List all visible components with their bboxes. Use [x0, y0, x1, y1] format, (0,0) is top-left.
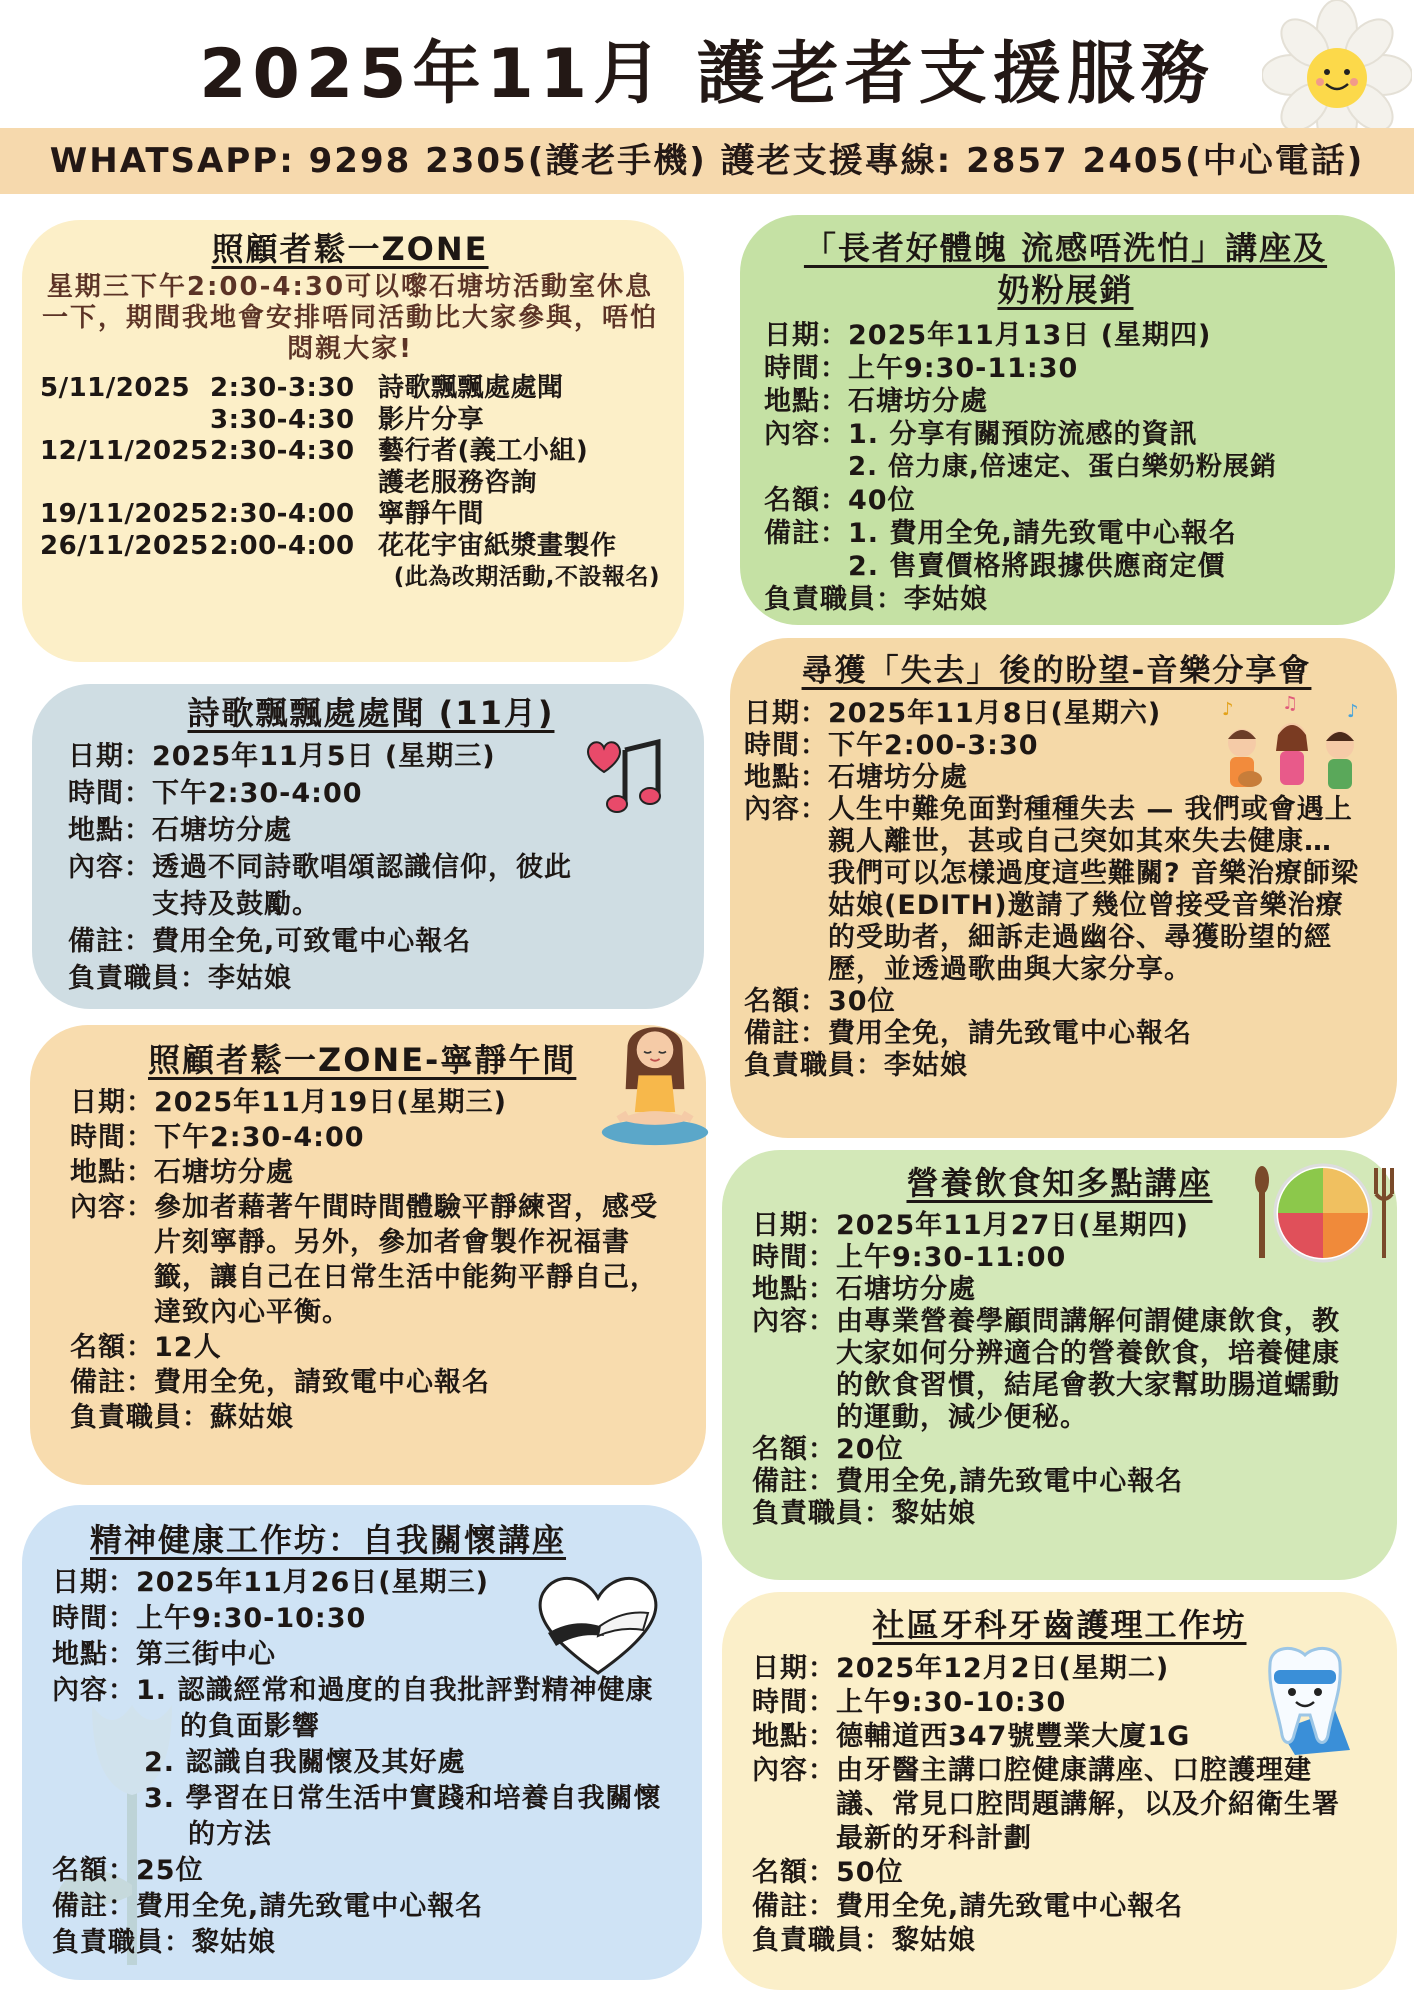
flu-place: 石塘坊分處	[848, 386, 988, 417]
remark-label: 備註：	[52, 1891, 136, 1922]
poetry-staff: 李姑娘	[208, 963, 292, 994]
schedule-time: 2:00-4:00	[210, 530, 355, 561]
music-quota: 30位	[828, 986, 896, 1017]
content-label: 內容：	[52, 1675, 136, 1706]
meditating-woman-icon	[600, 1010, 710, 1150]
content-label: 內容：	[70, 1192, 154, 1223]
schedule-date	[40, 468, 210, 500]
dental-remark-row	[752, 1890, 1367, 1924]
zone-note: 星期三下午2:00-4:30可以嚟石塘坊活動室休息一下，期間我地會安排唔同活動比大家參與，唔怕悶親大家!	[41, 272, 658, 364]
place-label: 地點：	[752, 1274, 836, 1305]
quiet-title: 照顧者鬆一ZONE-寧靜午間	[148, 1041, 577, 1079]
nutrition-place: 石塘坊分處	[836, 1274, 976, 1305]
poetry-time: 下午2:30-4:00	[152, 778, 363, 809]
flu-quota: 40位	[848, 485, 916, 516]
poetry-title: 詩歌飄飄處處聞 (11月)	[187, 694, 555, 732]
dental-quota-row	[752, 1856, 1367, 1890]
date-label: 日期：	[68, 741, 152, 772]
nutrition-content: 由專業營養學顧問講解何謂健康飲食，教大家如何分辨適合的營養飲食，培養健康的飲食習慣，結尾會教大家幫助腸道蠕動的運動，減少便秘。	[836, 1306, 1340, 1433]
mental-date: 2025年11月26日(星期三)	[136, 1567, 489, 1598]
music-staff-row	[744, 1050, 1369, 1082]
flu-quota-row	[764, 484, 1367, 517]
music-staff: 李姑娘	[884, 1050, 968, 1081]
flu-card	[740, 215, 1395, 625]
quiet-place: 石塘坊分處	[154, 1157, 294, 1188]
dental-staff: 黎姑娘	[892, 1925, 976, 1956]
mental-content-item: 3. 學習在日常生活中實踐和培養自我關懷的方法	[144, 1783, 662, 1850]
poetry-place: 石塘坊分處	[152, 815, 292, 846]
dental-place: 德輔道西347號豐業大廈1G	[836, 1721, 1191, 1752]
page-title: 2025年11月 護老者支援服務	[199, 35, 1215, 114]
schedule-activity: 詩歌飄飄處處聞	[378, 373, 564, 403]
date-label: 日期：	[70, 1087, 154, 1118]
schedule-activity: 寧靜午間	[378, 499, 485, 529]
flu-remark-row	[764, 517, 1367, 583]
place-label: 地點：	[764, 386, 848, 417]
quiet-content: 參加者藉著午間時間體驗平靜練習，感受片刻寧靜。另外，參加者會製作祝福書籤，讓自己在日常生活中能夠平靜自己，達致內心平衡。	[154, 1192, 658, 1328]
schedule-activity: 藝行者(義工小組)	[378, 436, 589, 466]
music-time: 下午2:00-3:30	[828, 730, 1039, 761]
place-label: 地點：	[70, 1157, 154, 1188]
quiet-staff: 蘇姑娘	[210, 1402, 294, 1433]
flu-date: 2025年11月13日 (星期四)	[848, 320, 1212, 351]
flu-content-row	[764, 418, 1367, 484]
schedule-date: 12/11/2025	[40, 436, 209, 466]
heart-hands-icon	[528, 1568, 668, 1678]
staff-label: 負責職員：	[52, 1927, 192, 1958]
flu-content-item: 1. 分享有關預防流感的資訊	[848, 419, 1198, 450]
music-note-icon	[570, 722, 670, 822]
music-remark-row	[744, 1018, 1369, 1050]
date-label: 日期：	[52, 1567, 136, 1598]
quiet-date-row	[70, 1085, 676, 1120]
schedule-time	[210, 468, 378, 500]
flu-date-row	[764, 319, 1367, 352]
dental-time: 上午9:30-10:30	[836, 1687, 1067, 1718]
schedule-activity: 花花宇宙紙漿畫製作	[378, 530, 617, 561]
time-label: 時間：	[68, 778, 152, 809]
mental-remark-row	[52, 1889, 672, 1925]
nutrition-quota: 20位	[836, 1434, 904, 1465]
flu-staff-row	[764, 583, 1367, 616]
music-place: 石塘坊分處	[828, 762, 968, 793]
music-content: 人生中難免面對種種失去 — 我們或會遇上親人離世，甚或自己突如其來失去健康… 我們可以怎樣過度這些難關? 音樂治療師梁姑娘(EDITH)邀請了幾位曾接受音樂治療的受助者，細訴走過幽谷、尋獲盼望的經歷，並透過歌曲與大家分享。	[828, 794, 1360, 985]
flu-content-item: 2. 倍力康,倍速定、蛋白樂奶粉展銷	[848, 452, 1277, 482]
flu-staff: 李姑娘	[904, 584, 988, 615]
schedule-row	[40, 373, 660, 405]
staff-label: 負責職員：	[764, 584, 904, 615]
time-label: 時間：	[752, 1242, 836, 1273]
mental-time: 上午9:30-10:30	[136, 1603, 367, 1634]
nutrition-date: 2025年11月27日(星期四)	[836, 1210, 1189, 1241]
schedule-row	[40, 468, 660, 500]
time-label: 時間：	[764, 353, 848, 384]
quota-label: 名額：	[764, 485, 848, 516]
quota-label: 名額：	[744, 986, 828, 1017]
schedule-time: 2:30-4:00	[210, 499, 355, 529]
schedule-date: 26/11/2025	[40, 530, 209, 561]
content-label: 內容：	[752, 1755, 836, 1786]
poetry-content-row	[68, 849, 674, 923]
tooth-hero-icon	[1240, 1640, 1370, 1760]
date-label: 日期：	[752, 1210, 836, 1241]
dental-remark: 費用全免,請先致電中心報名	[836, 1891, 1184, 1922]
schedule-row	[40, 531, 660, 563]
place-label: 地點：	[52, 1639, 136, 1670]
quiet-content-row	[70, 1190, 676, 1330]
quiet-quota-row	[70, 1330, 676, 1365]
nutrition-remark-row	[752, 1466, 1367, 1498]
dental-date: 2025年12月2日(星期二)	[836, 1653, 1170, 1684]
zone-title: 照顧者鬆一ZONE	[211, 230, 489, 268]
quiet-time-row	[70, 1120, 676, 1155]
quiet-place-row	[70, 1155, 676, 1190]
time-label: 時間：	[752, 1687, 836, 1718]
schedule-time: 2:30-4:30	[210, 436, 355, 466]
remark-label: 備註：	[68, 926, 152, 957]
place-label: 地點：	[752, 1721, 836, 1752]
schedule-row	[40, 499, 660, 531]
flu-time: 上午9:30-11:30	[848, 353, 1079, 384]
staff-label: 負責職員：	[68, 963, 208, 994]
remark-label: 備註：	[764, 518, 848, 549]
quota-label: 名額：	[752, 1434, 836, 1465]
dental-content: 由牙醫主講口腔健康講座、口腔護理建議、常見口腔問題講解，以及介紹衛生署最新的牙科計劃	[836, 1755, 1340, 1854]
mental-content-row	[52, 1673, 672, 1853]
date-label: 日期：	[764, 320, 848, 351]
place-label: 地點：	[744, 762, 828, 793]
poetry-content: 透過不同詩歌唱頌認識信仰，彼此支持及鼓勵。	[152, 852, 572, 920]
staff-label: 負責職員：	[752, 1925, 892, 1956]
dental-quota: 50位	[836, 1857, 904, 1888]
staff-label: 負責職員：	[752, 1498, 892, 1529]
poetry-remark: 費用全免,可致電中心報名	[152, 926, 472, 957]
content-label: 內容：	[744, 794, 828, 825]
quiet-remark-row	[70, 1365, 676, 1400]
date-label: 日期：	[744, 698, 828, 729]
svg-text:♪: ♪	[1222, 699, 1234, 720]
place-label: 地點：	[68, 815, 152, 846]
quiet-staff-row	[70, 1400, 676, 1435]
mental-content-item: 1. 認識經常和過度的自我批評對精神健康的負面影響	[136, 1675, 654, 1742]
schedule-activity: (此為改期活動,不設報名)	[393, 564, 660, 590]
schedule-date: 5/11/2025	[40, 373, 191, 403]
mental-content-item: 2. 認識自我關懷及其好處	[144, 1747, 466, 1778]
mental-remark: 費用全免,請先致電中心報名	[136, 1891, 484, 1922]
flu-remark-item: 2. 售賣價格將跟據供應商定價	[848, 551, 1226, 582]
poetry-date: 2025年11月5日 (星期三)	[152, 741, 496, 772]
nutrition-staff: 黎姑娘	[892, 1498, 976, 1529]
nutrition-title: 營養飲食知多點講座	[906, 1164, 1213, 1202]
date-label: 日期：	[752, 1653, 836, 1684]
nutrition-time: 上午9:30-11:00	[836, 1242, 1067, 1273]
nutrition-content-row	[752, 1306, 1367, 1434]
music-content-row	[744, 794, 1369, 986]
schedule-date	[40, 405, 210, 437]
schedule-time: 2:30-3:30	[210, 373, 355, 403]
food-plate-icon	[1248, 1158, 1398, 1268]
content-label: 內容：	[68, 852, 152, 883]
quota-label: 名額：	[70, 1332, 154, 1363]
content-label: 內容：	[764, 419, 848, 450]
music-date: 2025年11月8日(星期六)	[828, 698, 1162, 729]
nutrition-remark: 費用全免,請先致電中心報名	[836, 1466, 1184, 1497]
staff-label: 負責職員：	[70, 1402, 210, 1433]
mental-place: 第三街中心	[136, 1639, 276, 1670]
zone-card	[22, 220, 684, 662]
schedule-row	[40, 436, 660, 468]
contact-bar: WHATSAPP: 9298 2305(護老手機) 護老支援專線: 2857 2405(中心電話)	[0, 128, 1414, 194]
flu-remark-item: 1. 費用全免,請先致電中心報名	[848, 518, 1237, 549]
nutrition-quota-row	[752, 1434, 1367, 1466]
time-label: 時間：	[70, 1122, 154, 1153]
poetry-staff-row	[68, 960, 674, 997]
time-label: 時間：	[52, 1603, 136, 1634]
schedule-time	[210, 562, 378, 594]
svg-text:♫: ♫	[1282, 695, 1299, 714]
dental-title: 社區牙科牙齒護理工作坊	[872, 1606, 1247, 1644]
quota-label: 名額：	[52, 1855, 136, 1886]
flu-place-row	[764, 385, 1367, 418]
mental-title: 精神健康工作坊：自我關懷講座	[90, 1521, 567, 1559]
mental-quota: 25位	[136, 1855, 204, 1886]
music-quota-row	[744, 986, 1369, 1018]
quiet-quota: 12人	[154, 1332, 222, 1363]
schedule-row	[40, 405, 660, 437]
remark-label: 備註：	[752, 1466, 836, 1497]
remark-label: 備註：	[744, 1018, 828, 1049]
children-singing-icon	[1212, 695, 1372, 805]
flu-time-row	[764, 352, 1367, 385]
music-title: 尋獲「失去」後的盼望-音樂分享會	[801, 653, 1312, 689]
content-label: 內容：	[752, 1306, 836, 1337]
quiet-remark: 費用全免，請致電中心報名	[154, 1367, 490, 1398]
schedule-date: 19/11/2025	[40, 499, 209, 529]
quiet-date: 2025年11月19日(星期三)	[154, 1087, 507, 1118]
remark-label: 備註：	[752, 1891, 836, 1922]
flu-title: 「長者好體魄 流感唔洗怕」講座及奶粉展銷	[803, 229, 1328, 309]
quiet-time: 下午2:30-4:00	[154, 1122, 365, 1153]
schedule-time: 3:30-4:30	[210, 404, 355, 435]
zone-schedule	[40, 373, 660, 594]
poetry-remark-row	[68, 923, 674, 960]
nutrition-place-row	[752, 1274, 1367, 1306]
time-label: 時間：	[744, 730, 828, 761]
mental-staff: 黎姑娘	[192, 1927, 276, 1958]
nutrition-staff-row	[752, 1498, 1367, 1530]
schedule-activity: 護老服務咨詢	[378, 467, 538, 498]
remark-label: 備註：	[70, 1367, 154, 1398]
mental-quota-row	[52, 1853, 672, 1889]
mental-staff-row	[52, 1925, 672, 1961]
dental-content-row	[752, 1754, 1367, 1856]
dental-staff-row	[752, 1924, 1367, 1958]
staff-label: 負責職員：	[744, 1050, 884, 1081]
music-remark: 費用全免，請先致電中心報名	[828, 1018, 1192, 1049]
schedule-date	[40, 562, 210, 594]
quota-label: 名額：	[752, 1857, 836, 1888]
svg-text:♪: ♪	[1347, 701, 1359, 722]
schedule-activity: 影片分享	[378, 404, 485, 435]
schedule-row	[40, 562, 660, 594]
